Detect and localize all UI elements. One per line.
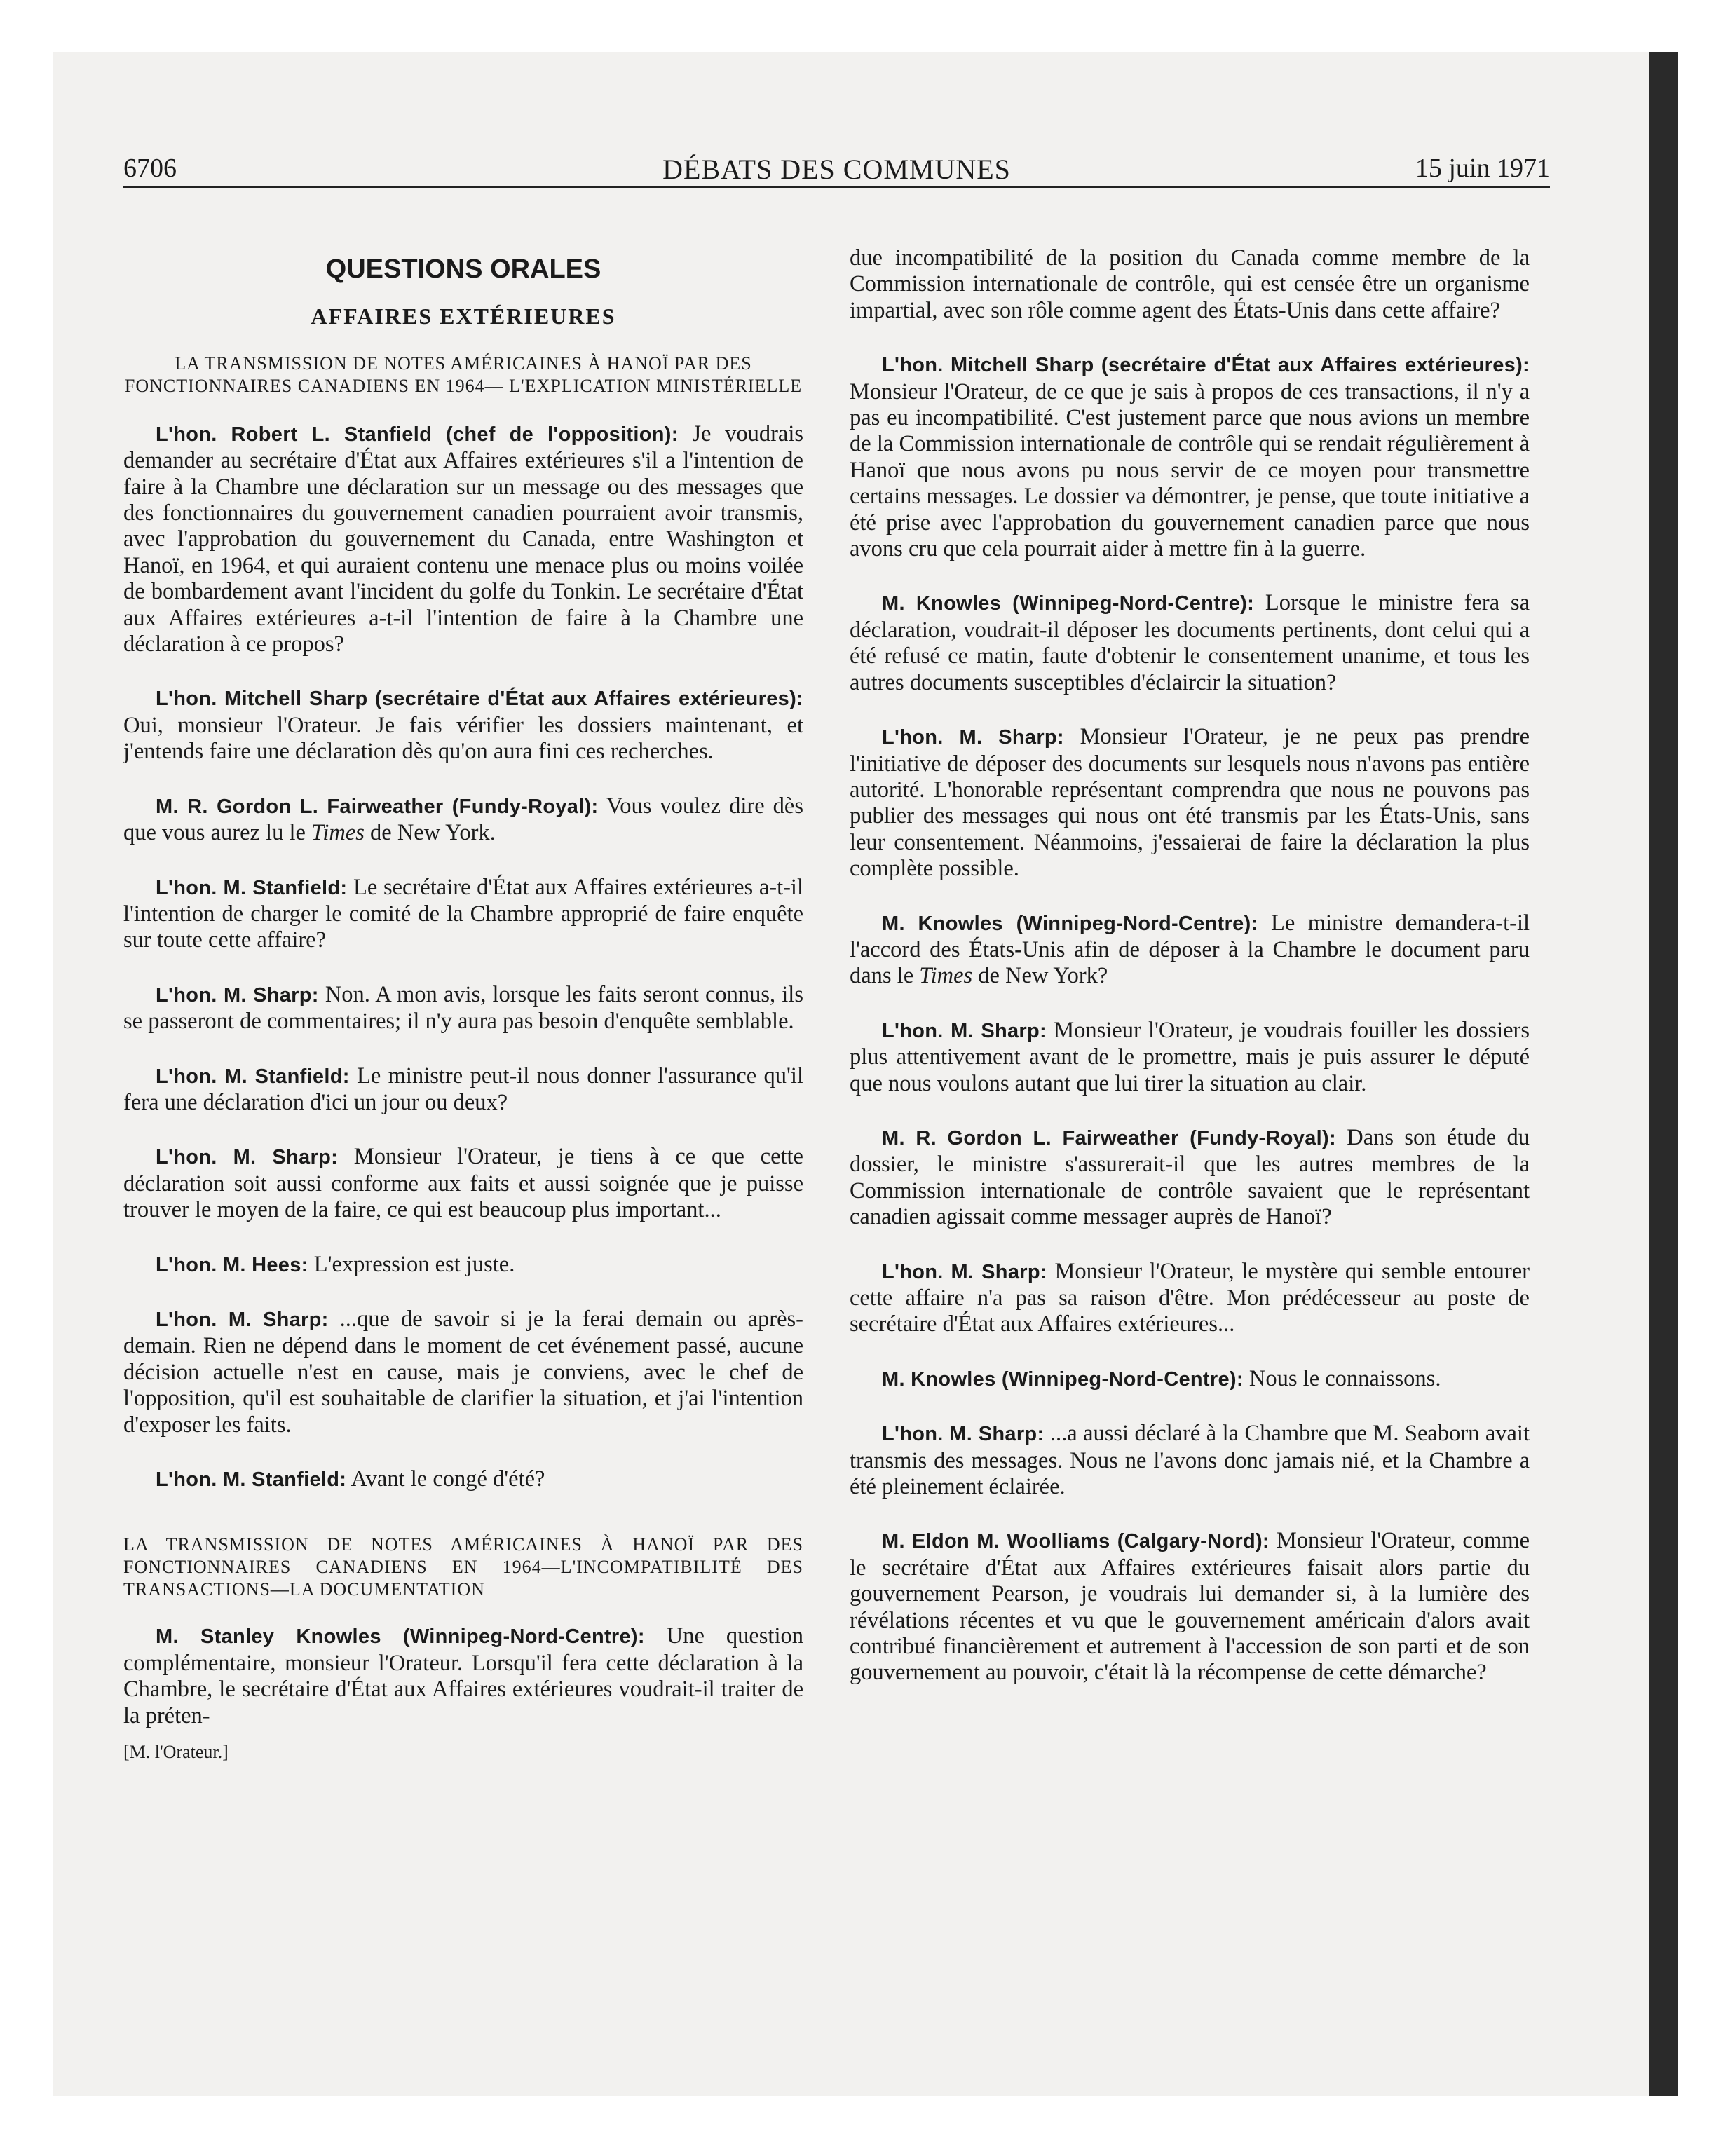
speaker-name: M. Knowles (Winnipeg-Nord-Centre): xyxy=(882,912,1258,935)
speech-paragraph xyxy=(123,685,803,765)
section-heading: QUESTIONS ORALES xyxy=(325,254,601,284)
speech-text: Nous le connaissons. xyxy=(1243,1365,1441,1391)
speaker-name: L'hon. M. Sharp: xyxy=(156,983,319,1007)
speaker-name: M. Eldon M. Woolliams (Calgary-Nord): xyxy=(882,1530,1270,1553)
speech-text: Non. A mon avis, lorsque les faits seront connus, ils se passeront de commentaires; il n'y aura pas besoin d'enquête semblable. xyxy=(123,981,803,1035)
speech-text: Le secrétaire d'État aux Affaires extérieures a-t-il l'intention de charger le comité de la Chambre approprié de faire enquête sur toute cette affaire? xyxy=(123,874,803,953)
speaker-name: L'hon. M. Stanfield: xyxy=(156,1468,347,1491)
speaker-name: L'hon. M. Sharp: xyxy=(156,1146,339,1169)
speech-paragraph xyxy=(850,1018,1530,1097)
speech-paragraph xyxy=(123,1466,803,1493)
speech-text: Monsieur l'Orateur, je tiens à ce que cette déclaration soit aussi conforme aux faits et aussi soignée que je puisse trouver le moyen de la faire, ce qui est beaucoup plus important... xyxy=(123,1144,803,1223)
speech-paragraph xyxy=(850,1528,1530,1686)
speaker-name: L'hon. M. Stanfield: xyxy=(156,1065,350,1088)
page-number: 6706 xyxy=(123,153,177,183)
speaker-name: L'hon. Robert L. Stanfield (chef de l'opposition): xyxy=(156,423,679,446)
speech-paragraph xyxy=(123,1306,803,1438)
speech-text: Monsieur l'Orateur, le mystère qui semble entourer cette affaire n'a pas sa raison d'être. Mon prédécesseur au poste de secrétaire d'État aux Affaires extérieures... xyxy=(850,1258,1530,1337)
speech-text: Le ministre peut-il nous donner l'assurance qu'il fera une déclaration d'ici un jour ou deux? xyxy=(123,1063,803,1115)
speech-text: Monsieur l'Orateur, je voudrais fouiller les dossiers plus attentivement avant de le promettre, mais je puis assurer le député que nous voulons autant que lui tirer la situation au clair. xyxy=(850,1017,1530,1096)
speech-text: Avant le congé d'été? xyxy=(346,1466,545,1492)
speech-paragraph xyxy=(850,910,1530,990)
speaker-name: L'hon. M. Sharp: xyxy=(156,1308,329,1331)
speech-paragraph xyxy=(123,1623,803,1729)
speech-paragraph xyxy=(850,352,1530,562)
speech-paragraph xyxy=(123,1063,803,1117)
speaker-name: L'hon. M. Stanfield: xyxy=(156,876,348,899)
speech-paragraph xyxy=(123,793,803,847)
speech-text: Oui, monsieur l'Orateur. Je fais vérifier les dossiers maintenant, et j'entends faire une déclaration dès qu'on aura fini ces recherches. xyxy=(123,712,803,765)
speaker-name: L'hon. M. Hees: xyxy=(156,1253,308,1276)
speech-text: Le ministre demandera-t-il l'accord des États-Unis afin de déposer à la Chambre le document paru dans le xyxy=(850,910,1530,989)
speech-paragraph xyxy=(123,875,803,954)
speaker-name: M. Knowles (Winnipeg-Nord-Centre): xyxy=(882,592,1255,615)
speaker-name: M. R. Gordon L. Fairweather (Fundy-Royal): xyxy=(156,795,599,818)
publication-title: DÉBATS DES COMMUNES xyxy=(662,153,1011,185)
speech-text: Une question complémentaire, monsieur l'Orateur. Lorsqu'il fera cette déclaration à la Chambre, le secrétaire d'État aux Affaires extérieures voudrait-il traiter de la préten- xyxy=(123,1623,803,1728)
speech-paragraph xyxy=(123,421,803,658)
footer-note: [M. l'Orateur.] xyxy=(123,1742,229,1763)
speaker-name: L'hon. Mitchell Sharp (secrétaire d'État aux Affaires extérieures): xyxy=(882,354,1530,377)
speech-paragraph xyxy=(850,1125,1530,1231)
speaker-name: L'hon. M. Sharp: xyxy=(882,1260,1047,1283)
speech-paragraph xyxy=(850,1421,1530,1500)
header-rule xyxy=(123,186,1550,188)
speech-text-end: de New York? xyxy=(972,963,1108,989)
speech-continuation: due incompatibilité de la position du Canada comme membre de la Commission internationale de contrôle, qui est censée être un organisme impartial, avec son rôle comme agent des États-Unis dans cette affaire? xyxy=(850,245,1530,323)
speech-text: Vous voulez dire dès que vous aurez lu le xyxy=(123,793,803,846)
speech-text: Monsieur l'Orateur, je ne peux pas prendre l'initiative de déposer des documents sur lesquels nous n'avons pas entière autorité. L'honorable représentant comprendra que nous ne pouvons pas publier des messages qui nous ont été transmis par les États-Unis, sans leur consentement. Néanmoins, j'essaierai de faire la déclaration la plus complète possible. xyxy=(850,724,1530,882)
speech-paragraph xyxy=(123,982,803,1035)
subsection-heading: AFFAIRES EXTÉRIEURES xyxy=(311,303,616,329)
speech-paragraph xyxy=(850,1366,1530,1393)
speech-italic: Times xyxy=(311,820,365,846)
speech-text: Lorsque le ministre fera sa déclaration, voudrait-il déposer les documents pertinents, dont celui qui a été refusé ce matin, faute d'obtenir le consentement unanime, et tous les autres documents susceptibles d'éclaircir la situation? xyxy=(850,590,1530,695)
issue-date: 15 juin 1971 xyxy=(1415,153,1550,183)
speech-text: ...a aussi déclaré à la Chambre que M. Seaborn avait transmis des messages. Nous ne l'avons donc jamais nié, et la Chambre a été pleinement éclairée. xyxy=(850,1421,1530,1500)
speaker-name: L'hon. M. Sharp: xyxy=(882,726,1064,749)
speech-text: L'expression est juste. xyxy=(308,1251,515,1277)
speech-text: Monsieur l'Orateur, de ce que je sais à propos de ces transactions, il n'y a pas eu incompatibilité. C'est justement parce que nous avions un membre de la Commission internationale de contrôle qui se rendait régulièrement à Hanoï que nous avons pu nous servir de ce moyen pour transmettre certains messages. Le dossier va démontrer, je pense, que toute initiative a été prise avec l'approbation du gouvernement canadien parce que nous avons cru que cela pourrait aider à mettre fin à la guerre. xyxy=(850,378,1530,562)
left-column xyxy=(123,245,803,1765)
speaker-name: M. R. Gordon L. Fairweather (Fundy-Royal): xyxy=(882,1126,1336,1149)
binding-edge xyxy=(1649,52,1678,2096)
speech-paragraph xyxy=(850,1259,1530,1338)
speech-paragraph xyxy=(123,1252,803,1278)
speech-text: Dans son étude du dossier, le ministre s'assurerait-il que les autres membres de la Commission internationale de contrôle savaient que le représentant canadien agissait comme messager auprès de Hanoï? xyxy=(850,1124,1530,1230)
speech-text: ...que de savoir si je la ferai demain ou après-demain. Rien ne dépend dans le moment de cet événement passé, aucune décision actuelle n'est en cause, mais je conviens, avec le chef de l'opposition, qu'il est souhaitable de clarifier la situation, et j'ai l'intention d'exposer les faits. xyxy=(123,1306,803,1438)
running-header xyxy=(123,153,1550,189)
speaker-name: M. Stanley Knowles (Winnipeg-Nord-Centre): xyxy=(156,1625,645,1649)
speech-paragraph xyxy=(850,590,1530,696)
speaker-name: L'hon. Mitchell Sharp (secrétaire d'État aux Affaires extérieures): xyxy=(156,688,803,711)
right-column xyxy=(850,245,1530,1714)
speech-paragraph xyxy=(850,724,1530,882)
speech-text: Je voudrais demander au secrétaire d'État aux Affaires extérieures s'il a l'intention de faire à la Chambre une déclaration sur un message ou des messages que des fonctionnaires du gouvernement canadien pourraient avoir transmis, avec l'approbation du gouvernement du Canada, entre Washington et Hanoï, en 1964, et qui auraient contenu une menace plus ou moins voilée de bombardement avant l'incident du golfe du Tonkin. Le secrétaire d'État aux Affaires extérieures a-t-il l'intention de faire à la Chambre une déclaration à ce propos? xyxy=(123,421,804,657)
speaker-name: L'hon. M. Sharp: xyxy=(882,1019,1047,1042)
speech-text-end: de New York. xyxy=(364,820,496,846)
topic-heading-2: LA TRANSMISSION DE NOTES AMÉRICAINES À HANOÏ PAR DES FONCTIONNAIRES CANADIENS EN 1964—L'INCOMPATIBILITÉ DES TRANSACTIONS—LA DOCUMENTATION xyxy=(123,1534,803,1600)
topic-heading: LA TRANSMISSION DE NOTES AMÉRICAINES À HANOÏ PAR DES FONCTIONNAIRES CANADIENS EN 1964— L'EXPLICATION MINISTÉRIELLE xyxy=(124,353,803,396)
speaker-name: M. Knowles (Winnipeg-Nord-Centre): xyxy=(882,1367,1244,1391)
speech-text: Monsieur l'Orateur, comme le secrétaire d'État aux Affaires extérieures faisait alors partie du gouvernement Pearson, je voudrais lui demander si, à la lumière des révélations récentes et vu que le gouvernement américain d'alors avait contribué financièrement et autrement à l'accession de son parti et de son gouvernement au pouvoir, c'était là la récompense de cette démarche? xyxy=(850,1528,1530,1686)
speaker-name: L'hon. M. Sharp: xyxy=(882,1423,1045,1446)
speech-paragraph xyxy=(123,1144,803,1223)
speech-italic: Times xyxy=(919,963,973,989)
